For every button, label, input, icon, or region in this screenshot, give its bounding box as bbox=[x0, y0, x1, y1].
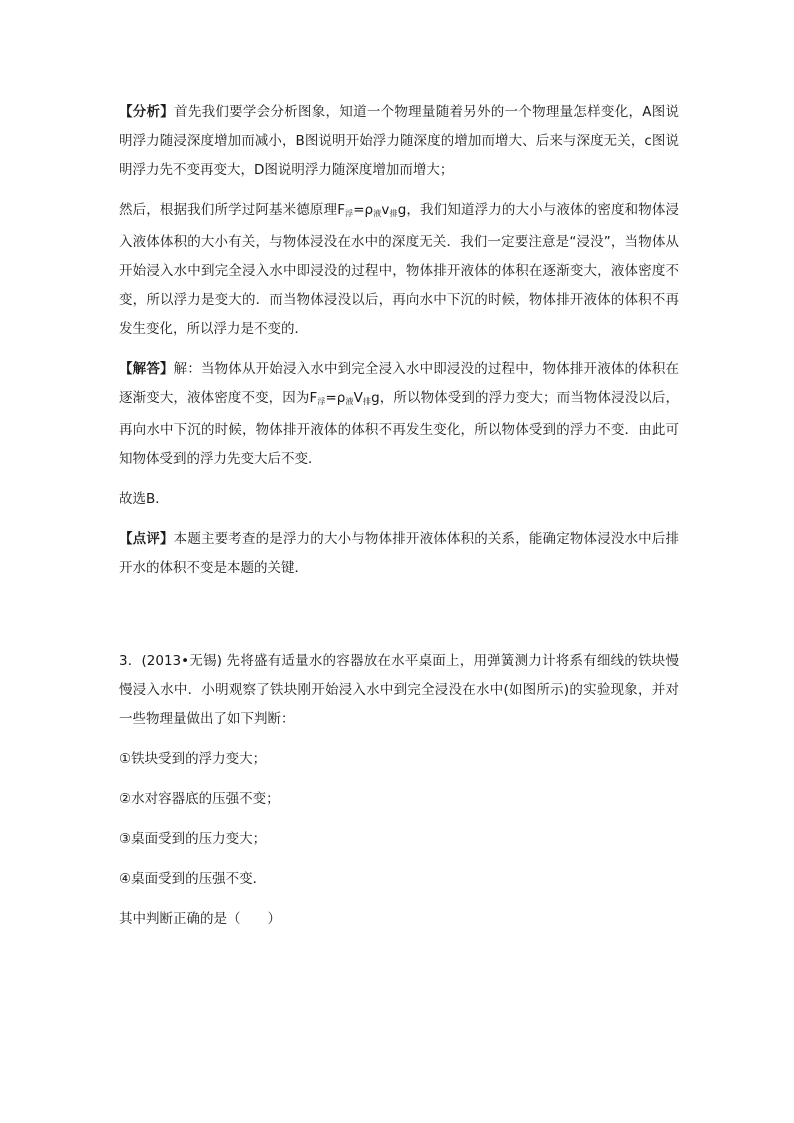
solution-before: 解：当物体从开始浸入水中到完全浸入水中即浸没的过程中，物体排开液体的体积在逐渐变大，液体密度不变，因为F bbox=[119, 361, 680, 406]
analysis2-sub-disp: 排 bbox=[389, 209, 398, 218]
comment-text: 本题主要考查的是浮力的大小与物体排开液体体积的关系，能确定物体浸没水中后排开水的体积不变是本题的关键． bbox=[119, 531, 680, 576]
analysis-text: 首先我们要学会分析图象，知道一个物理量随着另外的一个物理量怎样变化，A图说明浮力随浸深度增加而减小，B图说明开始浮力随深度的增加而增大、后来与深度无关，c图说明浮力先不变再变大，D图说明浮力随深度增加而增大； bbox=[119, 104, 680, 178]
question-item-2: ②水对容器底的压强不变； bbox=[119, 791, 280, 807]
analysis-paragraph bbox=[119, 98, 679, 185]
solution-v: V bbox=[353, 390, 363, 406]
analysis-continued-paragraph bbox=[119, 196, 679, 344]
solution-sub-liquid: 液 bbox=[345, 397, 354, 406]
solution-eq: =ρ bbox=[325, 390, 346, 406]
solution-sub-disp: 排 bbox=[362, 397, 372, 406]
comment-tag: 【点评】 bbox=[119, 531, 174, 547]
question-item-3: ③桌面受到的压力变大； bbox=[119, 831, 267, 847]
analysis2-after: g，我们知道浮力的大小与液体的密度和物体浸入液体体积的大小有关，与物体浸没在水中的深度无关．我们一定要注意是“浸没”，当物体从开始浸入水中到完全浸入水中即浸没的过程中，物体排开液体的体积在逐渐变大，液体密度不变，所以浮力是变大的．而当物体浸没以后，再向水中下沉的时候，物体排开液体的体积不再发生变化，所以浮力是不变的． bbox=[119, 202, 680, 337]
analysis2-eq: =ρ bbox=[353, 202, 374, 218]
analysis2-sub-float: 浮 bbox=[344, 209, 354, 218]
analysis2-sub-liquid: 液 bbox=[373, 209, 382, 218]
solution-paragraph bbox=[119, 355, 679, 474]
solution-sub-float: 浮 bbox=[317, 397, 326, 406]
solution-after: g，所以物体受到的浮力变大；而当物体浸没以后，再向水中下沉的时候，物体排开液体的体积不再发生变化，所以物体受到的浮力不变．由此可知物体受到的浮力先变大后不变． bbox=[119, 390, 680, 467]
question-ask: 其中判断正确的是（ ） bbox=[119, 911, 281, 927]
question-item-4: ④桌面受到的压强不变． bbox=[119, 871, 267, 887]
question-stem: 3．(2013•无锡) 先将盛有适量水的容器放在水平桌面上，用弹簧测力计将系有细线的铁块慢慢浸入水中．小明观察了铁块刚开始浸入水中到完全浸没在水中(如图所示)的实验现象，并对一些物理量做出了如下判断： bbox=[119, 653, 679, 727]
solution-tag: 【解答】 bbox=[119, 361, 174, 377]
analysis-tag: 【分析】 bbox=[119, 104, 175, 120]
question-item-1: ①铁块受到的浮力变大； bbox=[119, 751, 267, 767]
document-page bbox=[119, 98, 679, 934]
analysis2-v: v bbox=[381, 202, 390, 218]
analysis2-before: 然后，根据我们所学过阿基米德原理F bbox=[119, 202, 345, 218]
comment-paragraph bbox=[119, 525, 679, 583]
choice-line: 故选B． bbox=[119, 491, 169, 507]
